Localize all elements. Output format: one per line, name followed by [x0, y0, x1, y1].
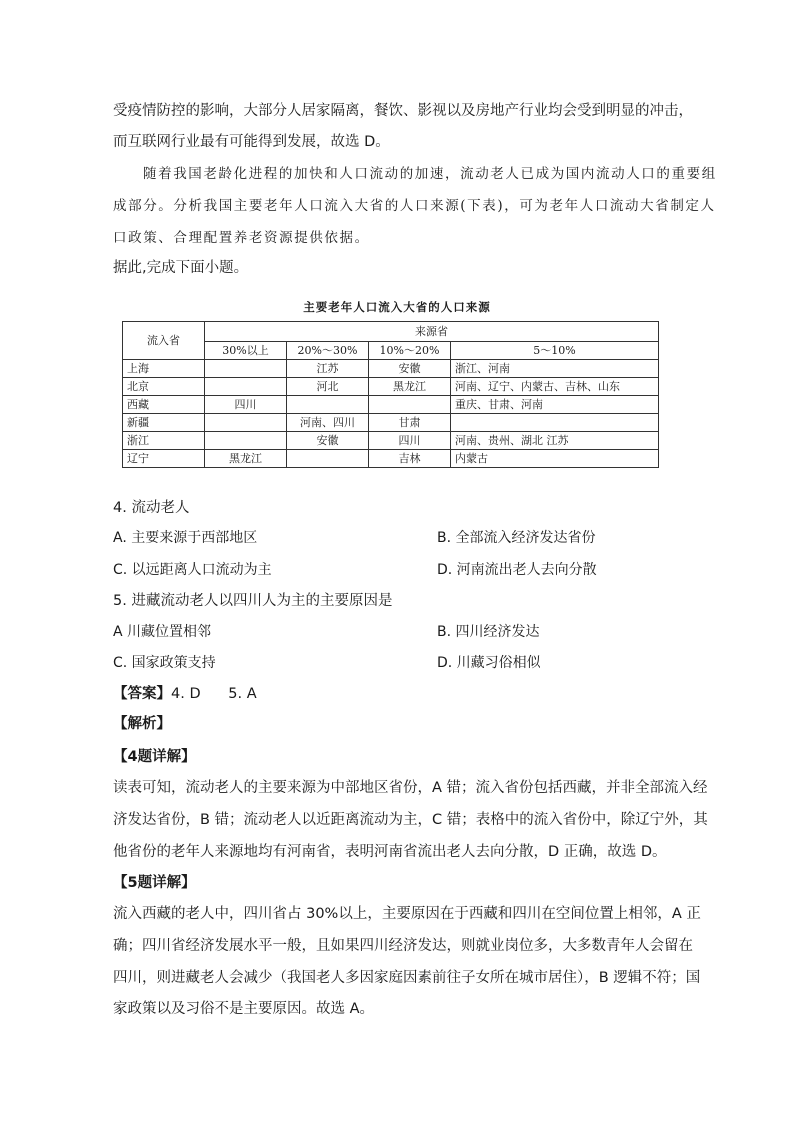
question-4-option-c: C. 以远距离人口流动为主	[113, 562, 272, 578]
table-row	[123, 378, 659, 396]
answer-value: 4. D 5. A	[171, 686, 257, 702]
cell-10-20	[369, 396, 451, 414]
cell-5-10: 浙江、河南	[451, 360, 659, 378]
row-province: 西藏	[123, 396, 205, 414]
cell-20-30	[287, 396, 369, 414]
cell-10-20: 甘肃	[369, 414, 451, 432]
question-4-option-a: A. 主要来源于西部地区	[113, 530, 258, 546]
header-inflow-province: 流入省	[123, 322, 205, 360]
cell-30-plus: 黑龙江	[205, 450, 287, 468]
cell-5-10: 重庆、甘肃、河南	[451, 396, 659, 414]
detail-5-line-3: 四川，则进藏老人会减少（我国老人多因家庭因素前往子女所在城市居住），B 逻辑不符；国	[113, 970, 701, 986]
passage-line-3: 口政策、合理配置养老资源提供依据。	[113, 230, 370, 246]
cell-20-30: 河南、四川	[287, 414, 369, 432]
detail-5-line-4: 家政策以及习俗不是主要原因。故选 A。	[113, 1001, 375, 1017]
source-table	[122, 321, 659, 468]
table-title: 主要老年人口流入大省的人口来源	[303, 300, 491, 314]
passage-line-1: 随着我国老龄化进程的加快和人口流动的加速，流动老人已成为国内流动人口的重要组	[143, 166, 717, 182]
table-header-row	[123, 322, 659, 342]
subheader-10-20: 10%～20%	[369, 342, 451, 360]
cell-30-plus	[205, 360, 287, 378]
answer-line	[113, 684, 257, 704]
cell-20-30: 江苏	[287, 360, 369, 378]
cell-10-20: 四川	[369, 432, 451, 450]
question-5-option-c: C. 国家政策支持	[113, 655, 216, 671]
table-row	[123, 450, 659, 468]
question-5-option-d: D. 川藏习俗相似	[437, 655, 541, 671]
table-row	[123, 360, 659, 378]
question-4-stem: 4. 流动老人	[113, 500, 190, 516]
question-5-option-a: A 川藏位置相邻	[113, 624, 212, 640]
passage-line-2: 成部分。分析我国主要老年人口流入大省的人口来源(下表)，可为老年人口流动大省制定人	[113, 198, 716, 214]
row-province: 辽宁	[123, 450, 205, 468]
question-5-stem: 5. 进藏流动老人以四川人为主的主要原因是	[113, 593, 393, 609]
question-5-option-b: B. 四川经济发达	[437, 624, 540, 640]
table-row	[123, 396, 659, 414]
cell-30-plus	[205, 414, 287, 432]
row-province: 新疆	[123, 414, 205, 432]
row-province: 浙江	[123, 432, 205, 450]
table-row	[123, 432, 659, 450]
intro-line-2: 而互联网行业最有可能得到发展，故选 D。	[113, 134, 390, 150]
row-province: 上海	[123, 360, 205, 378]
answer-label: 【答案】	[113, 686, 171, 702]
detail-5-label: 【5题详解】	[113, 875, 196, 891]
analysis-label: 【解析】	[113, 716, 171, 732]
subheader-20-30: 20%～30%	[287, 342, 369, 360]
question-4-option-d: D. 河南流出老人去向分散	[437, 562, 597, 578]
detail-4-line-3: 他省份的老年人来源地均有河南省，表明河南省流出老人去向分散，D 正确，故选 D。	[113, 844, 667, 860]
cell-20-30: 安徽	[287, 432, 369, 450]
subheader-30-plus: 30%以上	[205, 342, 287, 360]
row-province: 北京	[123, 378, 205, 396]
cell-5-10	[451, 414, 659, 432]
question-4-option-b: B. 全部流入经济发达省份	[437, 530, 596, 546]
cell-20-30: 河北	[287, 378, 369, 396]
cell-10-20: 吉林	[369, 450, 451, 468]
subheader-5-10: 5～10%	[451, 342, 659, 360]
cell-30-plus: 四川	[205, 396, 287, 414]
passage-instruction: 据此,完成下面小题。	[113, 260, 249, 276]
cell-5-10: 河南、辽宁、内蒙古、吉林、山东	[451, 378, 659, 396]
cell-10-20: 黑龙江	[369, 378, 451, 396]
cell-30-plus	[205, 378, 287, 396]
cell-5-10: 内蒙古	[451, 450, 659, 468]
table-row	[123, 414, 659, 432]
detail-4-line-2: 济发达省份，B 错；流动老人以近距离流动为主，C 错；表格中的流入省份中，除辽宁外，其	[113, 812, 708, 828]
detail-5-line-2: 确；四川省经济发展水平一般，且如果四川经济发达，则就业岗位多，大多数青年人会留在	[113, 938, 693, 954]
header-source-province: 来源省	[205, 322, 659, 342]
detail-4-label: 【4题详解】	[113, 749, 196, 765]
cell-30-plus	[205, 432, 287, 450]
intro-line-1: 受疫情防控的影响，大部分人居家隔离，餐饮、影视以及房地产行业均会受到明显的冲击，	[113, 103, 693, 119]
detail-4-line-1: 读表可知，流动老人的主要来源为中部地区省份，A 错；流入省份包括西藏，并非全部流入经	[113, 780, 708, 796]
detail-5-line-1: 流入西藏的老人中，四川省占 30%以上，主要原因在于西藏和四川在空间位置上相邻，A 正	[113, 906, 701, 922]
cell-5-10: 河南、贵州、湖北 江苏	[451, 432, 659, 450]
cell-10-20: 安徽	[369, 360, 451, 378]
cell-20-30	[287, 450, 369, 468]
